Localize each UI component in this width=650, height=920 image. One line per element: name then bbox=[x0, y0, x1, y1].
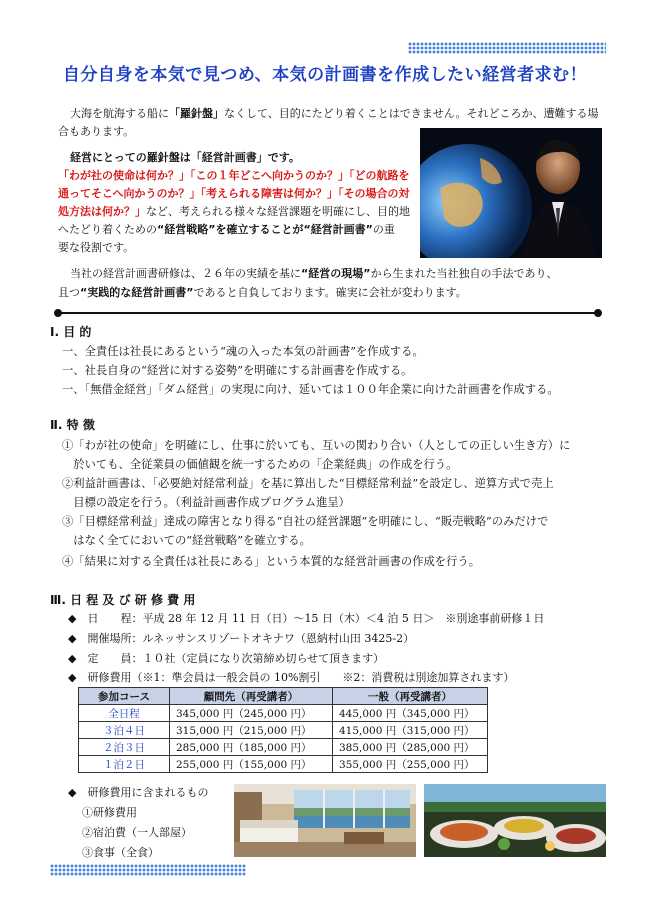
bottom-dot-border bbox=[50, 864, 246, 876]
schedule-venue-text: 開催場所：ルネッサンスリゾートオキナワ（恩納村山田 3425-2） bbox=[87, 632, 415, 645]
fee-general: 385,000 円（285,000 円） bbox=[333, 739, 488, 756]
fee-course: 全日程 bbox=[79, 705, 170, 722]
intro-text: なくして、目的にたどり着くことはできません。それどころか、遭難する場 bbox=[224, 107, 599, 120]
section-2-item: ④「結果に対する全責任は社長にある」という本質的な経営計画書の作成を行う。 bbox=[62, 555, 480, 568]
section-2-item: はなく全てにおいての“経営戦略”を確立する。 bbox=[62, 534, 311, 547]
table-row bbox=[79, 705, 488, 722]
fee-general: 355,000 円（255,000 円） bbox=[333, 756, 488, 773]
section-3-heading: Ⅲ. 日 程 及 び 研 修 費 用 bbox=[50, 593, 196, 607]
section-1-item: 一、社長自身の“経営に対する姿勢”を明確にする計画書を作成する。 bbox=[62, 364, 413, 377]
top-dot-border bbox=[408, 42, 606, 54]
schedule-capacity-text: 定 員：１０社（定員になり次第締め切らせて頂きます） bbox=[87, 652, 385, 665]
section-divider bbox=[58, 312, 598, 314]
section-2-item: ①「わが社の使命」を明確にし、仕事に於いても、互いの関わり合い（人としての正しい生き方）に bbox=[62, 439, 571, 452]
schedule-venue bbox=[68, 630, 414, 648]
buffet-food-photo bbox=[424, 784, 606, 857]
diamond-bullet-icon: ◆ bbox=[68, 632, 77, 645]
schedule-capacity bbox=[68, 650, 384, 668]
intro-text: へたどり着くための bbox=[58, 223, 157, 236]
intro-bold: “実践的な経営計画書” bbox=[80, 286, 194, 299]
fee-table-header: 一般（再受講者） bbox=[333, 688, 488, 705]
section-2-item: 於いても、全従業員の価値観を統一するための「企業経典」の作成を行う。 bbox=[62, 458, 458, 471]
diamond-bullet-icon: ◆ bbox=[68, 786, 77, 799]
intro-text: であると自負しております。確実に会社が変わります。 bbox=[193, 286, 467, 299]
intro-text: など、考えられる様々な経営課題を明確にし、目的地 bbox=[146, 205, 410, 218]
table-row bbox=[79, 739, 488, 756]
section-2-item: ③「目標経常利益」達成の障害となり得る“自社の経営課題”を明確にし、“販売戦略”のみだけで bbox=[62, 515, 549, 528]
section-2-item: ②利益計画書は、「必要絶対経常利益」を基に算出した“目標経常利益”を設定し、逆算方式で売上 bbox=[62, 477, 554, 490]
section-1-item: 一、「無借金経営」「ダム経営」の実現に向け、延いては１００年企業に向けた計画書を作成する。 bbox=[62, 383, 559, 396]
intro-questions-5: 要な役割です。 bbox=[58, 241, 135, 254]
diamond-bullet-icon: ◆ bbox=[68, 671, 77, 684]
table-row bbox=[79, 722, 488, 739]
diamond-bullet-icon: ◆ bbox=[68, 652, 77, 665]
intro-red: 処方法は何か？」 bbox=[58, 205, 146, 218]
included-title-text: 研修費用に含まれるもの bbox=[87, 786, 209, 799]
schedule-date-text: 日 程：平成 28 年 12 月 11 日（日）～15 日（木）＜4 泊 5 日＞ ※別途事前研修１日 bbox=[87, 612, 545, 625]
fee-advisor: 255,000 円（155,000 円） bbox=[170, 756, 333, 773]
page-title: 自分自身を本気で見つめ、本気の計画書を作成したい経営者求む！ bbox=[62, 65, 588, 85]
intro-questions-1: 「わが社の使命は何か？」「この１年どこへ向かうのか？」「どの航路を bbox=[58, 169, 410, 182]
fee-advisor: 345,000 円（245,000 円） bbox=[170, 705, 333, 722]
intro-text: 当社の経営計画書研修は、２６年の実績を基に bbox=[70, 267, 301, 280]
fee-course: ３泊４日 bbox=[79, 722, 170, 739]
intro-paragraph-4 bbox=[58, 284, 467, 302]
fee-table-header: 顧問先（再受講者） bbox=[170, 688, 333, 705]
globe-businessman-photo bbox=[420, 128, 602, 258]
schedule-fee bbox=[68, 669, 514, 687]
intro-text: から生まれた当社独自の手法であり、 bbox=[370, 267, 558, 280]
fee-general: 445,000 円（345,000 円） bbox=[333, 705, 488, 722]
section-1-item: 一、全責任は社長にあるという“魂の入った本気の計画書”を作成する。 bbox=[62, 345, 424, 358]
included-title bbox=[68, 784, 208, 802]
intro-bold: “経営の現場” bbox=[301, 267, 371, 280]
fee-advisor: 315,000 円（215,000 円） bbox=[170, 722, 333, 739]
section-2-heading: Ⅱ. 特 徴 bbox=[50, 418, 95, 432]
intro-bold: “経営戦略”を確立することが“経営計画書” bbox=[157, 223, 373, 236]
included-item: ②宿泊費（一人部屋） bbox=[82, 826, 192, 839]
fee-general: 415,000 円（315,000 円） bbox=[333, 722, 488, 739]
hotel-room-photo bbox=[234, 784, 416, 857]
intro-bold: 「羅針盤」 bbox=[169, 107, 224, 120]
intro-questions-2: 通ってそこへ向かうのか？」「考えられる障害は何か？」「その場合の対 bbox=[58, 187, 410, 200]
intro-paragraph-1 bbox=[70, 105, 610, 123]
section-1-heading: Ⅰ. 目 的 bbox=[50, 325, 92, 339]
intro-questions-4 bbox=[58, 221, 395, 239]
intro-text: 且つ bbox=[58, 286, 80, 299]
included-item: ③食事（全食） bbox=[82, 846, 159, 859]
schedule-fee-text: 研修費用（※1：準会員は一般会員の 10%割引 ※2：消費税は別途加算されます） bbox=[87, 671, 515, 684]
intro-paragraph-1b: 合もあります。 bbox=[58, 125, 135, 138]
fee-table-header: 参加コース bbox=[79, 688, 170, 705]
section-2-item: 目標の設定を行う。（利益計画書作成プログラム進呈） bbox=[62, 496, 350, 509]
fee-course: １泊２日 bbox=[79, 756, 170, 773]
included-item: ①研修費用 bbox=[82, 806, 137, 819]
fee-advisor: 285,000 円（185,000 円） bbox=[170, 739, 333, 756]
schedule-date bbox=[68, 610, 544, 628]
fee-course: ２泊３日 bbox=[79, 739, 170, 756]
intro-text: の重 bbox=[372, 223, 395, 236]
intro-compass-line: 経営にとっての羅針盤は「経営計画書」です。 bbox=[70, 151, 300, 164]
intro-paragraph-3 bbox=[70, 265, 557, 283]
diamond-bullet-icon: ◆ bbox=[68, 612, 77, 625]
fee-table bbox=[78, 687, 488, 773]
fee-table-header-row bbox=[79, 688, 488, 705]
table-row bbox=[79, 756, 488, 773]
intro-questions-3 bbox=[58, 203, 410, 221]
intro-text: 大海を航海する船に bbox=[70, 107, 169, 120]
